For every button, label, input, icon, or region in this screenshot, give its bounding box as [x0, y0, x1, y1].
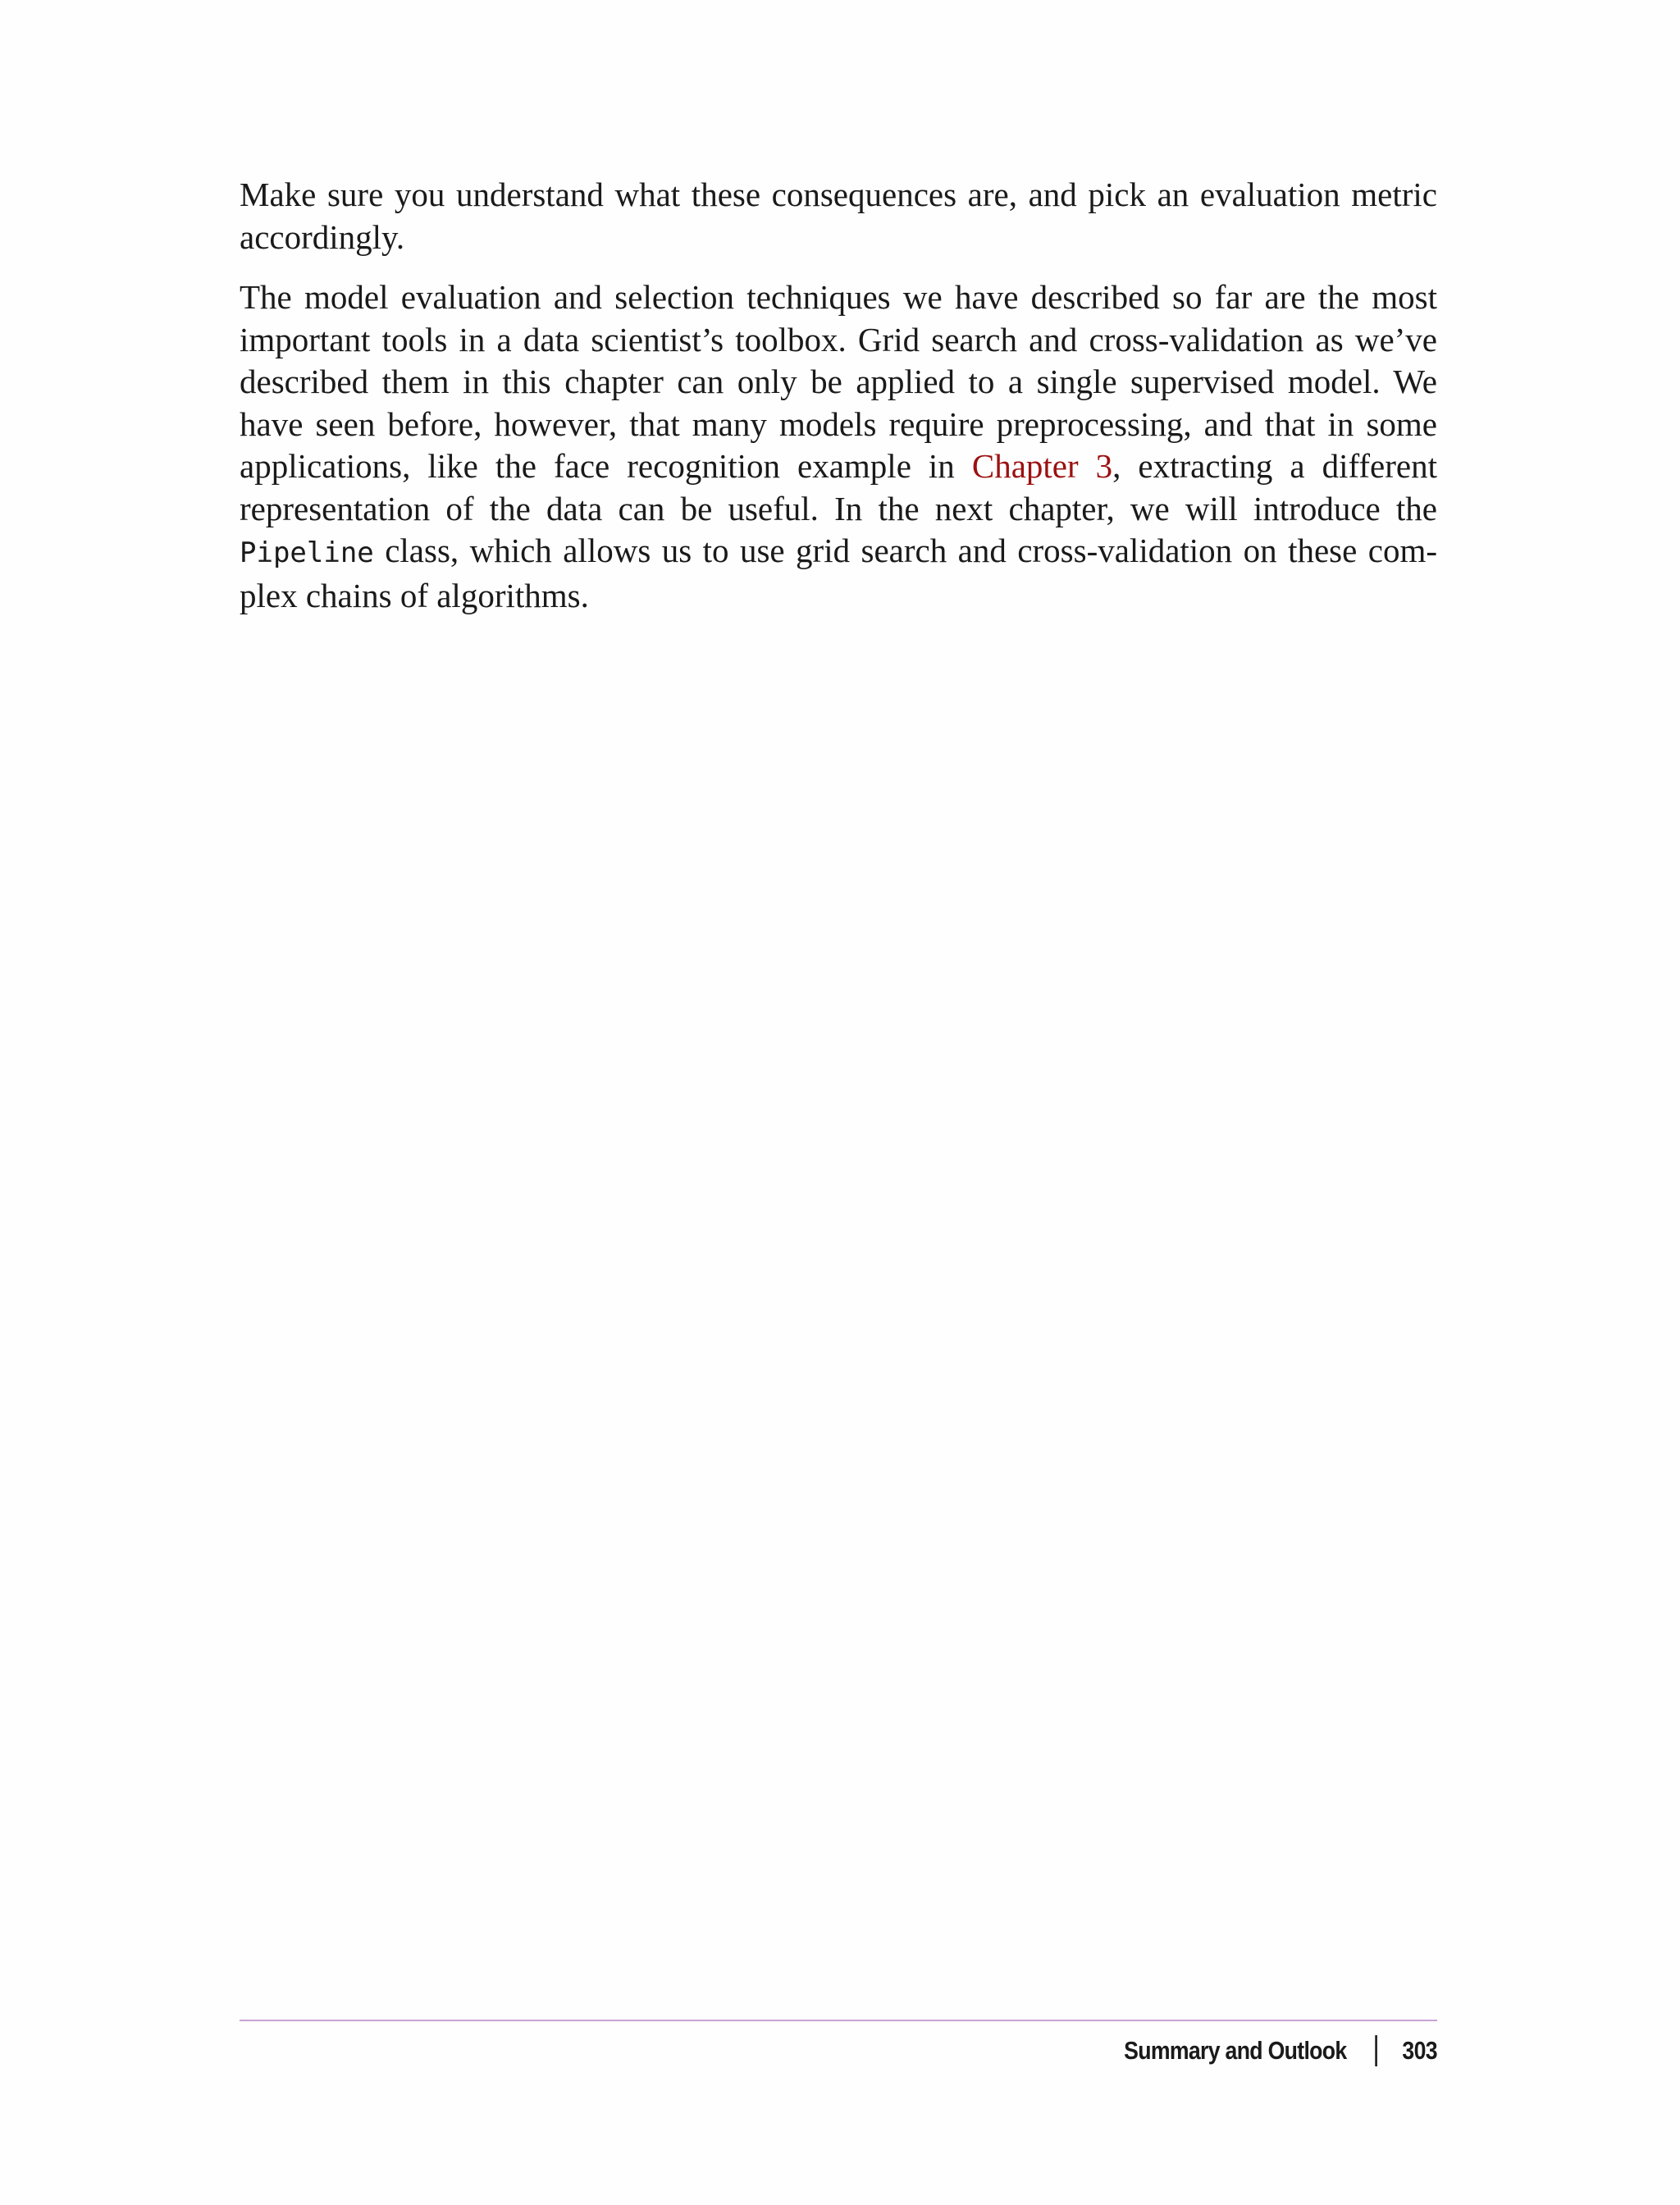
paragraph-2-text-end: class, which allows us to use grid search and cross-validation on these complex chains of algorithms. — [240, 532, 1437, 614]
pipeline-code-term: Pipeline — [240, 536, 374, 569]
paragraph-2-text-start: The model evaluation and selection techniques we have described so far are the most important tools in a data scientist’s toolbox. Grid search and cross-validation as we’ve described them in this chapter can only be applied to a single supervised model. We have seen before, however, that many models require preprocessing, and that in some applications, like the face recognition example in — [240, 278, 1437, 485]
footer-divider — [240, 2020, 1437, 2021]
chapter-3-link[interactable]: Chapter 3 — [971, 447, 1113, 485]
footer-section-title: Summary and Outlook — [1124, 2036, 1347, 2065]
footer-separator — [1375, 2035, 1377, 2066]
paragraph-1-text: Make sure you understand what these consequences are, and pick an evaluation metric accordingly. — [240, 176, 1437, 256]
page-number: 303 — [1402, 2036, 1437, 2065]
paragraph-1 — [240, 174, 1437, 258]
paragraph-2 — [240, 276, 1437, 617]
page-footer — [1124, 2031, 1437, 2070]
paragraph-2-text-middle: , extracting a different representation of the data can be useful. In the next chapter, we will introduce the — [240, 447, 1437, 527]
page-body — [240, 174, 1437, 635]
